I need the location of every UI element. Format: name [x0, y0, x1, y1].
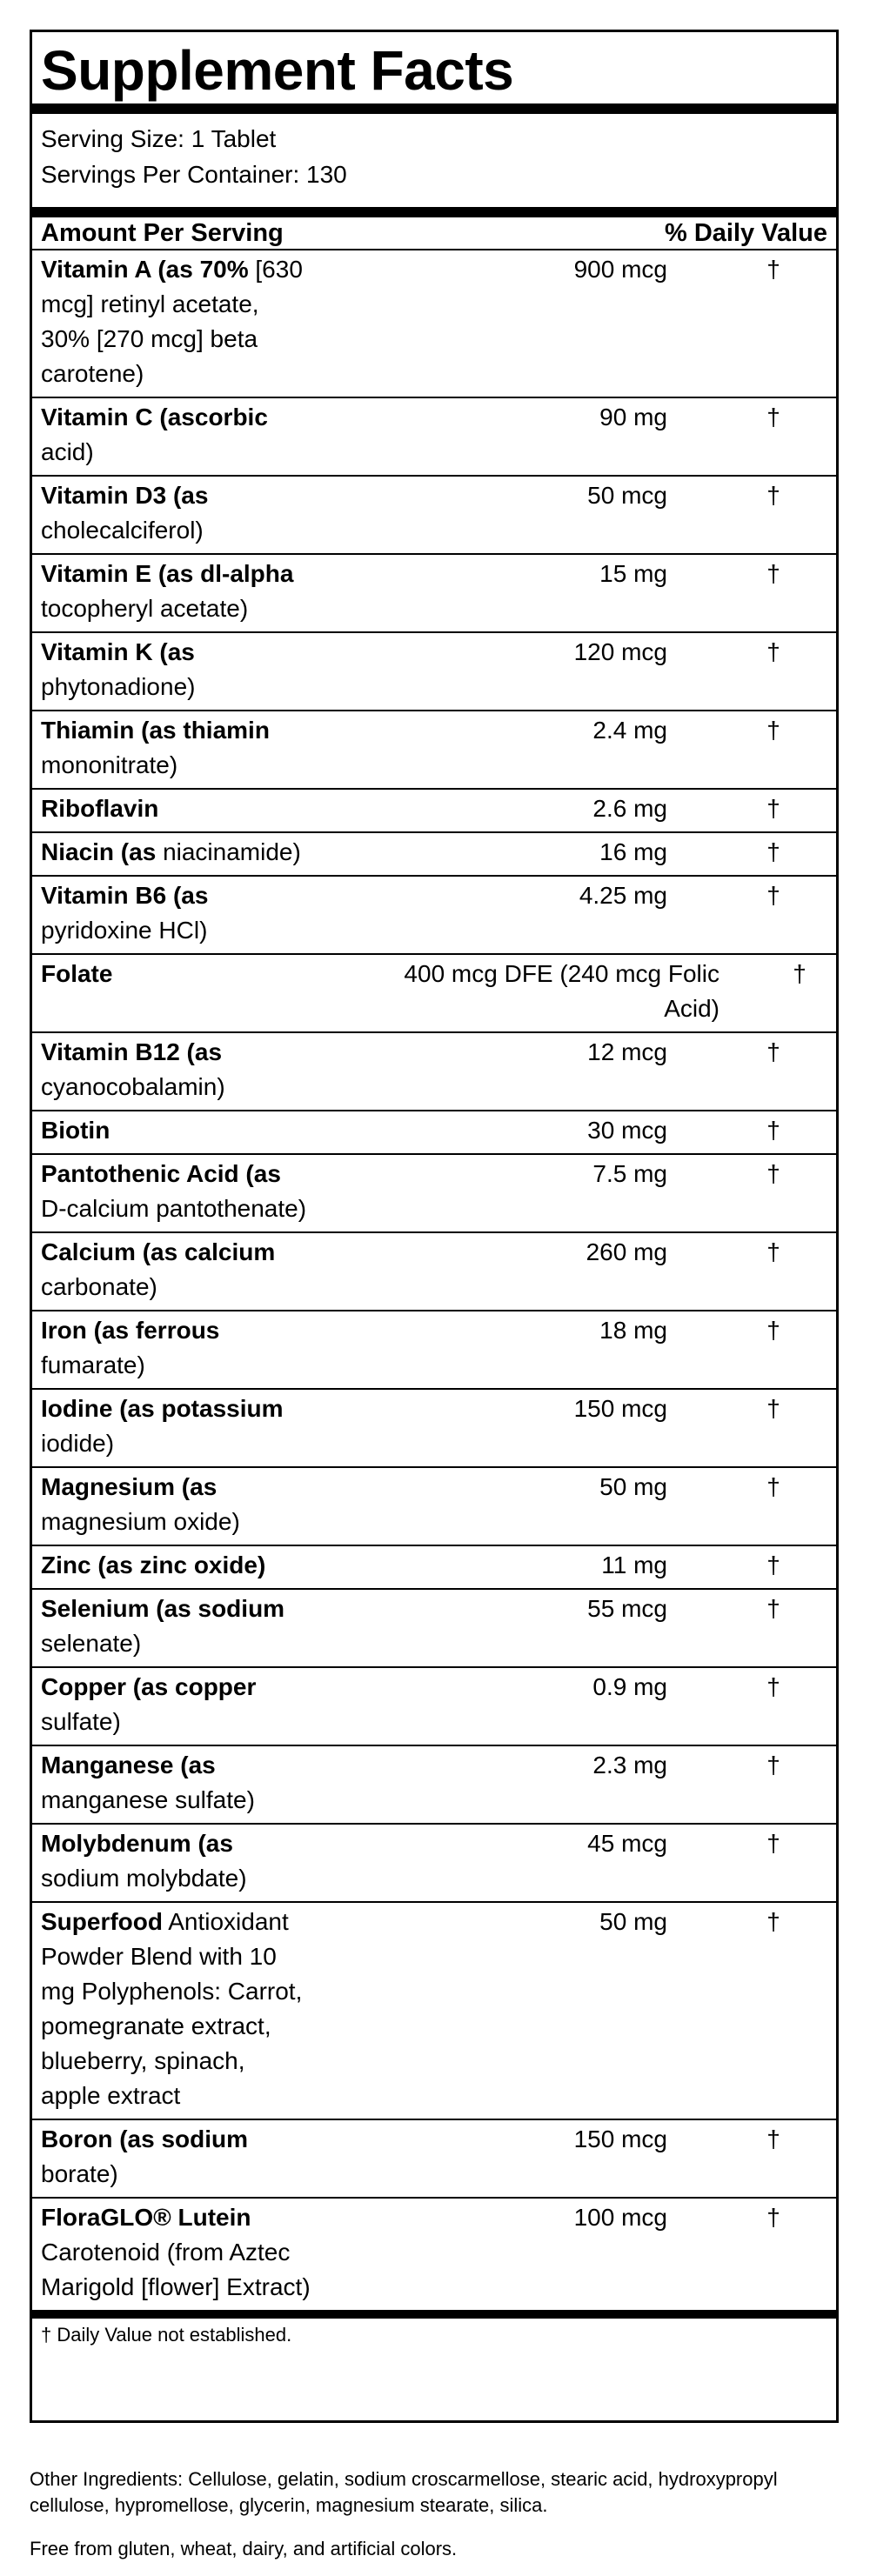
daily-value-mark: †: [766, 256, 780, 283]
nutrient-amount: 100 mcg: [573, 2204, 667, 2231]
nutrient-amount: 11 mg: [601, 1552, 667, 1578]
nutrient-name: [41, 635, 311, 704]
nutrient-name: [41, 1548, 311, 1583]
nutrient-name-detail: selenate): [41, 1630, 142, 1657]
nutrient-row: [32, 1468, 836, 1546]
nutrient-name: [41, 400, 311, 470]
nutrient-name-detail: iodide): [41, 1430, 115, 1457]
nutrient-name: [41, 2200, 311, 2305]
nutrient-name-bold: Thiamin (as thiamin: [41, 717, 270, 744]
nutrient-name-detail: carbonate): [41, 1273, 157, 1300]
daily-value-mark: †: [766, 404, 780, 430]
nutrient-amount: 4.25 mg: [579, 882, 667, 909]
nutrient-row: [32, 250, 836, 398]
nutrient-name-bold: Magnesium (as: [41, 1473, 218, 1500]
nutrient-name: [41, 1035, 311, 1104]
nutrient-name-detail: [630 mcg] retinyl acetate, 30% [270 mcg] beta carotene): [41, 256, 303, 387]
divider-thick: [32, 103, 836, 114]
nutrient-amount: 2.6 mg: [592, 795, 667, 822]
daily-value-mark: †: [766, 1830, 780, 1857]
supplement-facts-panel: [30, 30, 839, 2423]
nutrient-amount: 400 mcg DFE (240 mcg Folic Acid): [404, 960, 719, 1022]
nutrient-row: [32, 1903, 836, 2120]
nutrient-name: [41, 1470, 311, 1539]
nutrient-name: [41, 478, 311, 548]
nutrient-row: [32, 1311, 836, 1390]
serving-size: Serving Size: 1 Tablet: [41, 125, 277, 152]
nutrient-row: [32, 790, 836, 833]
nutrient-name: [41, 878, 311, 948]
nutrient-row: [32, 477, 836, 555]
nutrient-amount: 260 mg: [586, 1238, 667, 1265]
nutrient-name: [41, 791, 311, 826]
daily-value-mark: †: [766, 1752, 780, 1779]
free-from-statement: Free from gluten, wheat, dairy, and artificial colors.: [30, 2538, 458, 2559]
nutrient-name-bold: Selenium (as sodium: [41, 1595, 285, 1622]
nutrient-name: [41, 1905, 311, 2113]
daily-value-mark: †: [766, 638, 780, 665]
nutrient-name-detail: sodium molybdate): [41, 1865, 247, 1892]
nutrient-name-detail: fumarate): [41, 1351, 145, 1378]
daily-value-mark: †: [766, 882, 780, 909]
nutrient-row: [32, 1746, 836, 1825]
nutrient-amount: 50 mcg: [587, 482, 667, 509]
nutrient-name-detail: manganese sulfate): [41, 1786, 255, 1813]
amount-per-serving-header: Amount Per Serving: [41, 218, 284, 247]
nutrient-row: [32, 1390, 836, 1468]
nutrient-name-bold: Calcium (as calcium: [41, 1238, 276, 1265]
nutrient-name-detail: pyridoxine HCl): [41, 917, 208, 944]
nutrient-name: [41, 1748, 311, 1818]
nutrient-name-bold: Biotin: [41, 1117, 110, 1144]
nutrient-row: [32, 1111, 836, 1155]
daily-value-mark: †: [766, 795, 780, 822]
nutrient-name-bold: Boron (as sodium: [41, 2126, 249, 2152]
nutrient-name-detail: Antioxidant Powder Blend with 10 mg Polyphenols: Carrot, pomegranate extract, blueberry, spinach, apple extract: [41, 1908, 303, 2109]
nutrient-name-bold: Iron (as ferrous: [41, 1317, 220, 1344]
daily-value-mark: †: [766, 1395, 780, 1422]
nutrient-name-detail: borate): [41, 2160, 118, 2187]
nutrient-name: [41, 557, 311, 626]
nutrient-row: [32, 711, 836, 790]
nutrient-name-bold: Iodine (as potassium: [41, 1395, 284, 1422]
nutrient-row: [32, 833, 836, 877]
nutrient-row: [32, 1155, 836, 1233]
nutrient-amount: 2.4 mg: [592, 717, 667, 744]
divider-thick: [32, 2312, 836, 2319]
daily-value-mark: †: [766, 1038, 780, 1065]
serving-info: [32, 114, 836, 207]
nutrient-name-detail: acid): [41, 438, 94, 465]
nutrient-name-bold: Vitamin C (ascorbic: [41, 404, 268, 430]
nutrient-name-bold: Riboflavin: [41, 795, 159, 822]
nutrient-row: [32, 1233, 836, 1311]
nutrient-name-bold: Zinc (as zinc oxide): [41, 1552, 266, 1578]
nutrient-name-detail: niacinamide): [163, 838, 301, 865]
nutrient-name: [41, 1313, 311, 1383]
column-header: [32, 217, 836, 250]
nutrient-name-bold: FloraGLO® Lutein: [41, 2204, 251, 2231]
daily-value-footnote: † Daily Value not established.: [41, 2324, 292, 2346]
nutrient-name-bold: Pantothenic Acid (as: [41, 1160, 281, 1187]
nutrient-name: [41, 713, 311, 783]
daily-value-mark: †: [766, 1908, 780, 1935]
nutrient-amount: 12 mcg: [587, 1038, 667, 1065]
nutrient-rows: [32, 250, 836, 2312]
nutrient-name-bold: Folate: [41, 960, 113, 987]
nutrient-amount: 900 mcg: [573, 256, 667, 283]
nutrient-amount: 7.5 mg: [592, 1160, 667, 1187]
nutrient-name-detail: cyanocobalamin): [41, 1073, 225, 1100]
nutrient-name: [41, 835, 311, 870]
nutrient-amount: 15 mg: [599, 560, 667, 587]
daily-value-mark: †: [766, 560, 780, 587]
nutrient-name: [41, 252, 311, 391]
nutrient-row: [32, 398, 836, 477]
daily-value-mark: †: [766, 1160, 780, 1187]
nutrient-amount: 18 mg: [599, 1317, 667, 1344]
nutrient-name: [41, 1592, 311, 1661]
daily-value-mark: †: [766, 1473, 780, 1500]
daily-value-mark: †: [766, 1552, 780, 1578]
nutrient-name-bold: Vitamin D3 (as: [41, 482, 209, 509]
daily-value-mark: †: [766, 1317, 780, 1344]
nutrient-amount: 30 mcg: [587, 1117, 667, 1144]
nutrient-amount: 45 mcg: [587, 1830, 667, 1857]
daily-value-mark: †: [766, 1673, 780, 1700]
daily-value-mark: †: [766, 1117, 780, 1144]
nutrient-name-detail: D-calcium pantothenate): [41, 1195, 307, 1222]
nutrient-row: [32, 877, 836, 955]
nutrient-name-detail: magnesium oxide): [41, 1508, 240, 1535]
nutrient-name-detail: phytonadione): [41, 673, 196, 700]
nutrient-name: [41, 1113, 311, 1148]
nutrient-row: [32, 1668, 836, 1746]
nutrient-amount: 150 mcg: [573, 1395, 667, 1422]
nutrient-name-bold: Niacin (as: [41, 838, 157, 865]
nutrient-name-bold: Vitamin B6 (as: [41, 882, 209, 909]
daily-value-mark: †: [766, 838, 780, 865]
nutrient-name: [41, 2122, 311, 2192]
daily-value-header: % Daily Value: [665, 218, 827, 247]
nutrient-amount: 0.9 mg: [592, 1673, 667, 1700]
nutrient-amount: 150 mcg: [573, 2126, 667, 2152]
divider-thick: [32, 207, 836, 217]
nutrient-name-detail: sulfate): [41, 1708, 121, 1735]
daily-value-mark: †: [766, 2204, 780, 2231]
nutrient-name-bold: Vitamin A (as 70%: [41, 256, 249, 283]
nutrient-amount: 50 mg: [599, 1473, 667, 1500]
daily-value-mark: †: [766, 482, 780, 509]
servings-per-container: Servings Per Container: 130: [41, 161, 347, 188]
other-ingredients: Other Ingredients: Cellulose, gelatin, sodium croscarmellose, stearic acid, hydroxypropyl cellulose, hypromellose, glycerin, magnesium stearate, silica.: [30, 2468, 778, 2516]
daily-value-mark: †: [793, 960, 806, 987]
nutrient-row: [32, 1546, 836, 1590]
nutrient-name-detail: tocopheryl acetate): [41, 595, 249, 622]
daily-value-mark: †: [766, 717, 780, 744]
nutrient-row: [32, 1033, 836, 1111]
nutrient-row: [32, 1825, 836, 1903]
nutrient-name-detail: cholecalciferol): [41, 517, 204, 544]
nutrient-amount: 2.3 mg: [592, 1752, 667, 1779]
panel-title: Supplement Facts: [41, 39, 514, 102]
nutrient-name: [41, 1157, 311, 1226]
nutrient-name: [41, 957, 311, 1026]
nutrient-name-detail: mononitrate): [41, 751, 178, 778]
nutrient-name-bold: Vitamin B12 (as: [41, 1038, 223, 1065]
nutrient-name-bold: Copper (as copper: [41, 1673, 257, 1700]
nutrient-name-bold: Vitamin E (as dl-alpha: [41, 560, 294, 587]
nutrient-amount: 55 mcg: [587, 1595, 667, 1622]
nutrient-row: [32, 955, 836, 1033]
nutrient-amount: 90 mg: [599, 404, 667, 430]
daily-value-mark: †: [766, 2126, 780, 2152]
nutrient-name: [41, 1670, 311, 1739]
nutrient-row: [32, 2120, 836, 2199]
nutrient-name-bold: Vitamin K (as: [41, 638, 195, 665]
nutrient-row: [32, 555, 836, 633]
nutrient-name: [41, 1391, 311, 1461]
nutrient-name-bold: Superfood: [41, 1908, 163, 1935]
daily-value-mark: †: [766, 1595, 780, 1622]
nutrient-row: [32, 2199, 836, 2312]
nutrient-row: [32, 1590, 836, 1668]
nutrient-amount: 120 mcg: [573, 638, 667, 665]
nutrient-name-bold: Manganese (as: [41, 1752, 216, 1779]
nutrient-row: [32, 633, 836, 711]
nutrient-name: [41, 1235, 311, 1305]
nutrient-amount: 50 mg: [599, 1908, 667, 1935]
nutrient-name: [41, 1826, 311, 1896]
nutrient-name-detail: Carotenoid (from Aztec Marigold [flower] Extract): [41, 2239, 311, 2300]
daily-value-mark: †: [766, 1238, 780, 1265]
nutrient-amount: 16 mg: [599, 838, 667, 865]
nutrient-name-bold: Molybdenum (as: [41, 1830, 233, 1857]
